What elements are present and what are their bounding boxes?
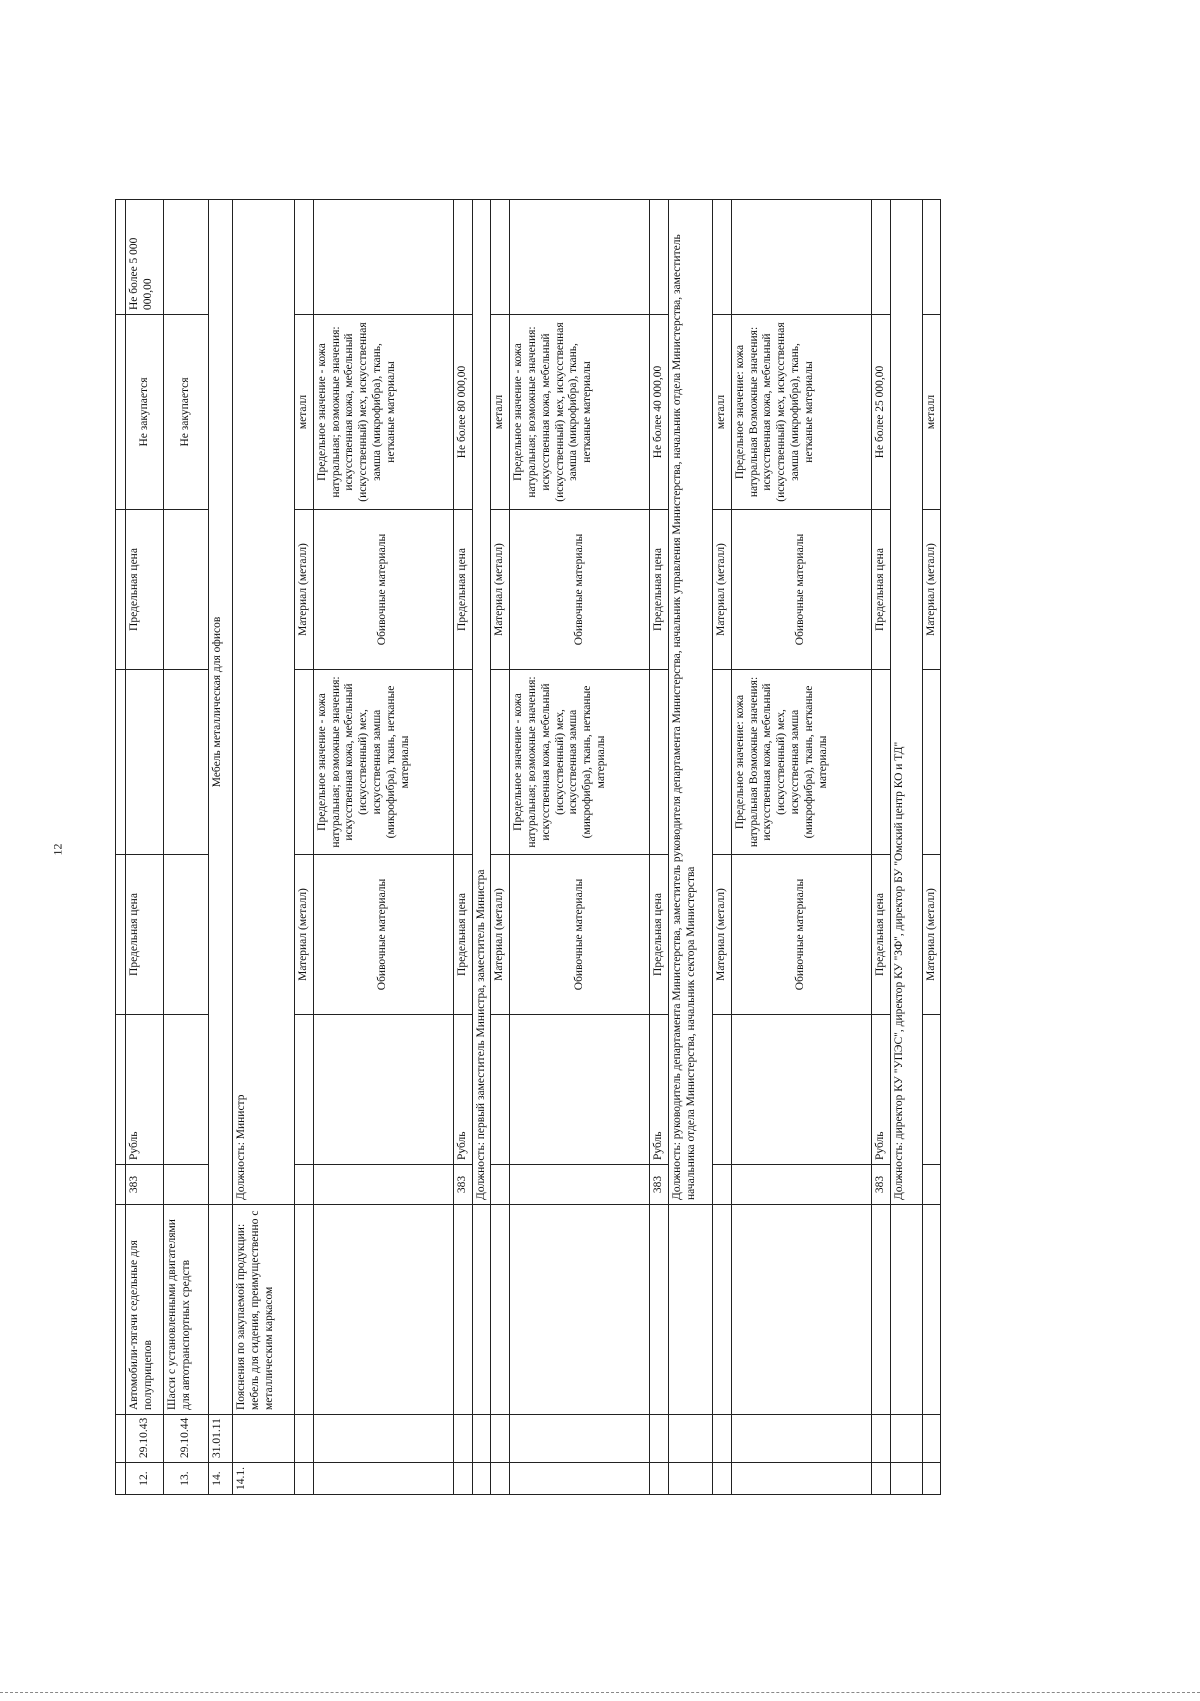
characteristic: Предельная цена xyxy=(650,510,669,670)
table-row xyxy=(510,200,650,1495)
characteristic: Предельная цена xyxy=(871,510,890,670)
characteristic: Материал (металл) xyxy=(712,510,731,670)
characteristic: Обивочные материалы xyxy=(313,510,453,670)
rotated-table-wrapper xyxy=(115,200,1035,1495)
table-row xyxy=(668,200,712,1495)
okei-code: 383 xyxy=(650,1165,669,1205)
position-line: Должность: Министр xyxy=(233,200,295,1205)
characteristic: Материал (металл) xyxy=(295,510,314,670)
page-number: 12 xyxy=(50,843,65,856)
characteristic: Материал (металл) xyxy=(712,855,731,1015)
value: металл xyxy=(295,315,314,510)
position-line: Должность: первый заместитель Министра, заместитель Министра xyxy=(472,200,491,1205)
okpd-code: 29.10.44 xyxy=(164,1415,209,1463)
characteristic: Материал (металл) xyxy=(922,855,941,1015)
unit: Рубль xyxy=(126,1015,164,1165)
okei-code: 383 xyxy=(126,1165,164,1205)
value: Не более 5 000 000,00 xyxy=(126,200,164,315)
characteristic: Обивочные материалы xyxy=(510,510,650,670)
value: Не более 80 000,00 xyxy=(453,315,472,510)
position-line: Должность: руководитель департамента Министерства, заместитель руководителя департамента Министерства, начальник управления Министерства, начальник отдела Министерства, заместитель начальника отдела Министерства, начальник сектора Министерства xyxy=(668,200,712,1205)
unit: Рубль xyxy=(650,1015,669,1165)
item-name: Автомобили-тягачи седельные для полуприцепов xyxy=(126,1205,164,1415)
characteristic: Материал (металл) xyxy=(295,855,314,1015)
table-row xyxy=(126,200,164,1495)
characteristic: Предельная цена xyxy=(453,855,472,1015)
table-row xyxy=(731,200,871,1495)
row-num: 14.1. xyxy=(233,1463,295,1495)
value: Не закупается xyxy=(164,315,209,510)
requirements-table xyxy=(115,199,941,1495)
scan-edge-line xyxy=(0,1692,1200,1694)
table-row xyxy=(890,200,922,1495)
unit: Рубль xyxy=(871,1015,890,1165)
value: Предельное значение - кожа натуральная; возможные значения: искусственная кожа, мебельный (искусственный) мех, искусственная замша (микрофибра), ткань, нетканые материалы xyxy=(313,315,453,510)
table-row xyxy=(871,200,890,1495)
value: металл xyxy=(712,315,731,510)
value: Предельное значение - кожа натуральная; возможные значения: искусственная кожа, мебельный (искусственный) мех, искусственная замша (микрофибра), ткань, нетканые материалы xyxy=(313,670,453,855)
table-row xyxy=(313,200,453,1495)
table-row xyxy=(472,200,491,1495)
value: Не закупается xyxy=(126,315,164,510)
item-explanation: Пояснения по закупаемой продукции: мебель для сидения, преимущественно с металлическим каркасом xyxy=(233,1205,295,1415)
okpd-code: 31.01.11 xyxy=(209,1415,233,1463)
characteristic: Материал (металл) xyxy=(491,855,510,1015)
unit: Рубль xyxy=(453,1015,472,1165)
table-row xyxy=(453,200,472,1495)
characteristic: Предельная цена xyxy=(126,855,164,1015)
characteristic: Обивочные материалы xyxy=(510,855,650,1015)
item-name: Шасси с установленными двигателями для автотранспортных средств xyxy=(164,1205,209,1415)
table-row xyxy=(164,200,209,1495)
characteristic: Обивочные материалы xyxy=(731,855,871,1015)
table-row xyxy=(491,200,510,1495)
characteristic: Предельная цена xyxy=(453,510,472,670)
value: Предельное значение: кожа натуральная Возможные значения: искусственная кожа, мебельный (искусственный) мех, искусственная замша (микрофибра), ткань, нетканые материалы xyxy=(731,670,871,855)
table-row xyxy=(209,200,233,1495)
okei-code: 383 xyxy=(871,1165,890,1205)
characteristic: Материал (металл) xyxy=(922,510,941,670)
table-top-row xyxy=(116,200,126,1495)
characteristic: Материал (металл) xyxy=(491,510,510,670)
value: Предельное значение - кожа натуральная; возможные значения: искусственная кожа, мебельный (искусственный) мех, искусственная замша (микрофибра), ткань, нетканые материалы xyxy=(510,670,650,855)
okei-code: 383 xyxy=(453,1165,472,1205)
table-row xyxy=(233,200,295,1495)
characteristic: Предельная цена xyxy=(650,855,669,1015)
table-row xyxy=(712,200,731,1495)
characteristic: Обивочные материалы xyxy=(313,855,453,1015)
table-row xyxy=(295,200,314,1495)
table-row xyxy=(922,200,941,1495)
characteristic: Предельная цена xyxy=(126,510,164,670)
position-line: Должность: директор КУ "УПЭС", директор КУ "ЗФ", директор БУ "Омский центр КО и ТД" xyxy=(890,200,922,1205)
table-row xyxy=(650,200,669,1495)
okpd-code: 29.10.43 xyxy=(126,1415,164,1463)
row-num: 13. xyxy=(164,1463,209,1495)
value: металл xyxy=(491,315,510,510)
row-num: 12. xyxy=(126,1463,164,1495)
value: Предельное значение - кожа натуральная; возможные значения: искусственная кожа, мебельный (искусственный) мех, искусственная замша (микрофибра), ткань, нетканые материалы xyxy=(510,315,650,510)
value: Не более 25 000,00 xyxy=(871,315,890,510)
characteristic: Обивочные материалы xyxy=(731,510,871,670)
characteristic: Предельная цена xyxy=(871,855,890,1015)
section-title: Мебель металлическая для офисов xyxy=(209,200,233,1205)
value: металл xyxy=(922,315,941,510)
value: Не более 40 000,00 xyxy=(650,315,669,510)
value: Предельное значение: кожа натуральная Возможные значения: искусственная кожа, мебельный (искусственный) мех, искусственная замша (микрофибра), ткань, нетканые материалы xyxy=(731,315,871,510)
row-num: 14. xyxy=(209,1463,233,1495)
